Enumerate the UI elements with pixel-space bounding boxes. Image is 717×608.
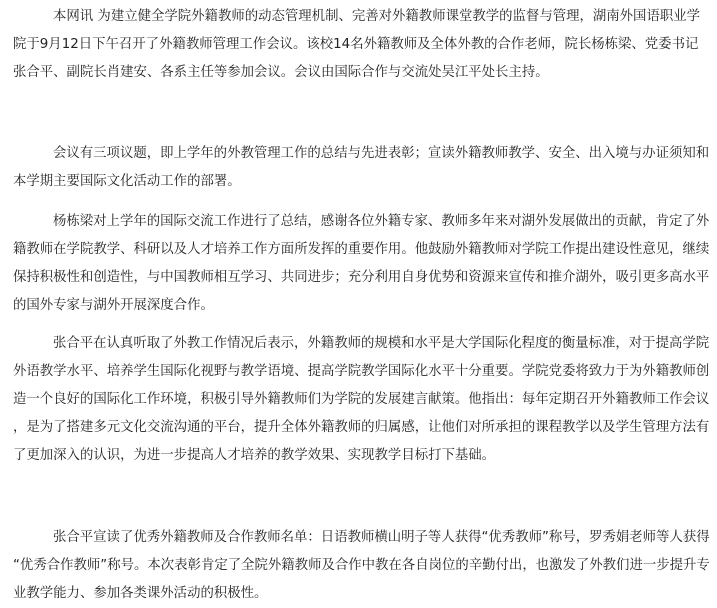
article-paragraph-agenda: 会议有三项议题，即上学年的外教管理工作的总结与先进表彰；宣读外籍教师教学、安全、出入境与办证须知和本学期主要国际文化活动工作的部署。 bbox=[13, 146, 710, 189]
article-paragraph-summary: 杨栋梁对上学年的国际交流工作进行了总结，感谢各位外籍专家、教师多年来对湖外发展做出的贡献，肯定了外籍教师在学院教学、科研以及人才培养工作方面所发挥的重要作用。他鼓励外籍教师对学院工作提出建设性意见，继续保持积极性和创造性，与中国教师相互学习、共同进步；充分利用自身优势和资源来宣传和推介湖外，吸引更多高水平的国外专家与湖外开展深度合作。 bbox=[13, 214, 710, 313]
article-paragraph-intro: 本网讯 为建立健全学院外籍教师的动态管理机制、完善对外籍教师课堂教学的监督与管理，湖南外国语职业学院于9月12日下午召开了外籍教师管理工作会议。该校14名外籍教师及全体外教的合作老师，院长杨栋梁、党委书记张合平、副院长肖建安、各系主任等参加会议。会议由国际合作与交流处吴江平处长主持。 bbox=[13, 9, 701, 80]
article-paragraph-awards: 张合平宣读了优秀外籍教师及合作教师名单：日语教师横山明子等人获得“优秀教师”称号，罗秀娟老师等人获得“优秀合作教师”称号。本次表彰肯定了全院外籍教师及合作中教在各自岗位的辛勤付出，也激发了外教们进一步提升专业教学能力、参加各类课外活动的积极性。 bbox=[13, 530, 710, 601]
article-paragraph-remarks: 张合平在认真听取了外教工作情况后表示，外籍教师的规模和水平是大学国际化程度的衡量标准，对于提高学院外语教学水平、培养学生国际化视野与教学语境、提高学院教学国际化水平十分重要。学院党委将致力于为外籍教师创造一个良好的国际化工作环境，积极引导外籍教师们为学院的发展建言献策。他指出：每年定期召开外籍教师工作会议，是为了搭建多元文化交流沟通的平台，提升全体外籍教师的归属感，让他们对所承担的课程教学以及学生管理方法有了更加深入的认识，为进一步提高人才培养的教学效果、实现教学目标打下基础。 bbox=[13, 336, 710, 463]
